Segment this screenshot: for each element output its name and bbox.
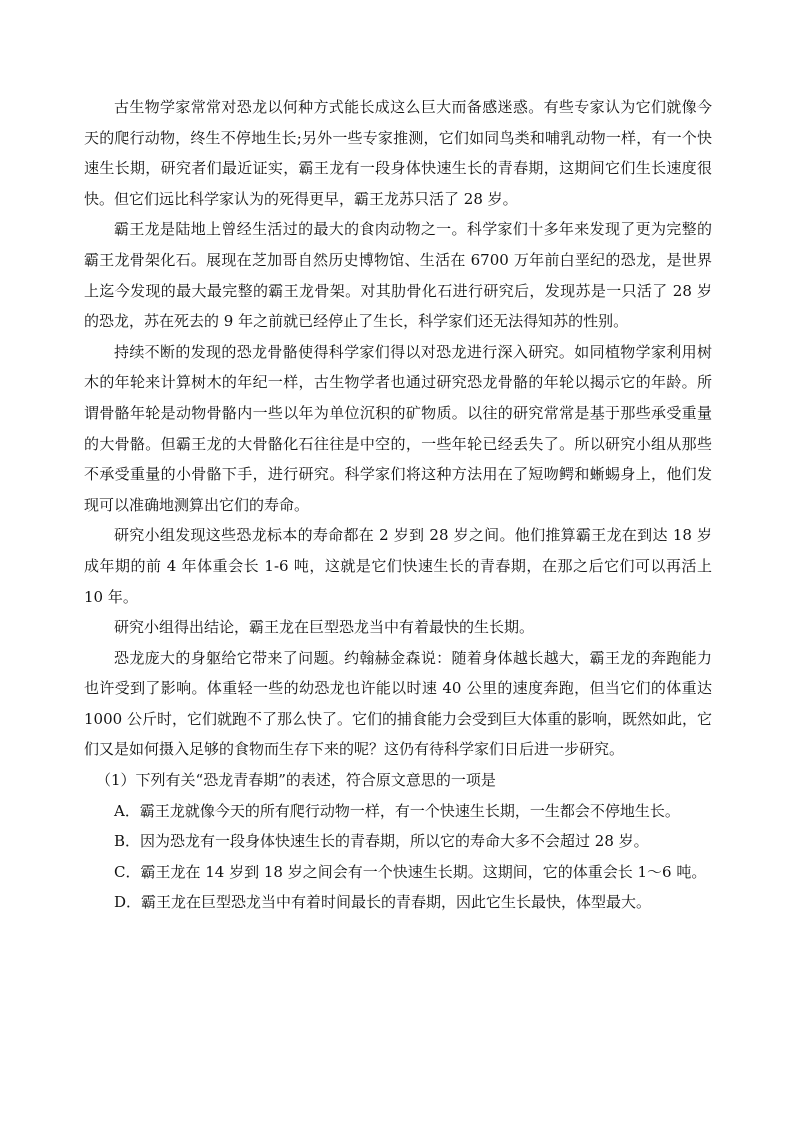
answer-option-d: D．霸王龙在巨型恐龙当中有着时间最长的青春期，因此它生长最快，体型最大。: [114, 893, 652, 912]
question-stem: （1）下列有关“恐龙青春期”的表述，符合原文意思的一项是: [96, 771, 496, 790]
paragraph: 研究小组得出结论，霸王龙在巨型恐龙当中有着最快的生长期。: [114, 618, 535, 637]
paragraph: 霸王龙是陆地上曾经生活过的最大的食肉动物之一。科学家们十多年来发现了更为完整的霸王龙骨架化石。展现在芝加哥自然历史博物馆、生活在 6700 万年前白垩纪的恐龙，是世界上迄今发现的最大最完整的霸王龙骨架。对其肋骨化石进行研究后，发现苏是一只活了 28 岁的恐龙，苏在死去的 9 年之前就已经停止了生长，科学家们还无法得知苏的性别。: [84, 220, 712, 331]
paragraph: 古生物学家常常对恐龙以何种方式能长成这么巨大而备感迷惑。有些专家认为它们就像今天的爬行动物，终生不停地生长;另外一些专家推测，它们如同鸟类和哺乳动物一样，有一个快速生长期，研究者们最近证实，霸王龙有一段身体快速生长的青春期，这期间它们生长速度很快。但它们远比科学家认为的死得更早，霸王龙苏只活了 28 岁。: [84, 98, 712, 208]
document-page: [84, 92, 712, 918]
paragraph: 持续不断的发现的恐龙骨骼使得科学家们得以对恐龙进行深入研究。如同植物学家利用树木的年轮来计算树木的年纪一样，古生物学者也通过研究恐龙骨骼的年轮以揭示它的年龄。所谓骨骼年轮是动物骨骼内一些以年为单位沉积的矿物质。以往的研究常常是基于那些承受重量的大骨骼。但霸王龙的大骨骼化石往往是中空的，一些年轮已经丢失了。所以研究小组从那些不承受重量的小骨骼下手，进行研究。科学家们将这种方法用在了短吻鳄和蜥蜴身上，他们发现可以准确地测算出它们的寿命。: [84, 342, 712, 514]
answer-option-c: C．霸王龙在 14 岁到 18 岁之间会有一个快速生长期。这期间，它的体重会长 1～6 吨。: [114, 862, 707, 881]
paragraph: 研究小组发现这些恐龙标本的寿命都在 2 岁到 28 岁之间。他们推算霸王龙在到达 18 岁成年期的前 4 年体重会长 1-6 吨，这就是它们快速生长的青春期，在那之后它们可以再活上 10 年。: [84, 526, 712, 606]
answer-option-b: B．因为恐龙有一段身体快速生长的青春期，所以它的寿命大多不会超过 28 岁。: [114, 832, 649, 851]
paragraph: 恐龙庞大的身躯给它带来了问题。约翰赫金森说：随着身体越长越大，霸王龙的奔跑能力也许受到了影响。体重轻一些的幼恐龙也许能以时速 40 公里的速度奔跑，但当它们的体重达 1000 公斤时，它们就跑不了那么快了。它们的捕食能力会受到巨大体重的影响，既然如此，它们又是如何摄入足够的食物而生存下来的呢？这仍有待科学家们日后进一步研究。: [84, 648, 712, 759]
answer-option-a: A．霸王龙就像今天的所有爬行动物一样，有一个快速生长期，一生都会不停地生长。: [114, 801, 680, 820]
